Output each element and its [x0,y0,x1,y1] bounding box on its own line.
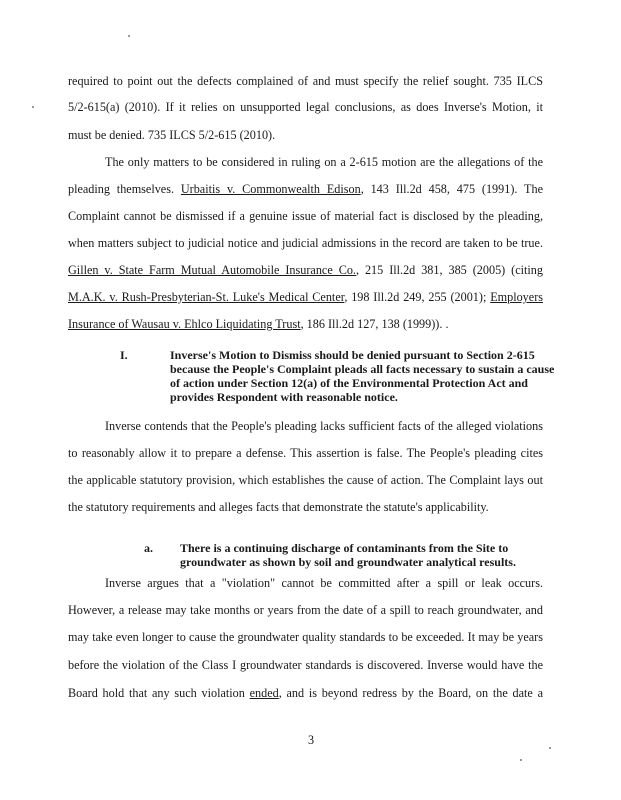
heading-2-letter: a. [144,541,153,555]
emphasis-underline: ended [249,686,279,700]
heading-2-line-2: groundwater as shown by soil and groundwater analytical results. [180,555,516,569]
text-span: pleading themselves. [68,182,181,196]
case-citation: M.A.K. v. Rush-Presbyterian-St. Luke's Medical Center [68,290,345,304]
heading-1-line-3: of action under Section 12(a) of the Environmental Protection Act and [170,376,528,390]
scan-speck [520,759,522,761]
text-span: , 186 Ill.2d 127, 138 (1999)). . [300,317,449,331]
paragraph-1-line-2: 5/2-615(a) (2010). If it relies on unsupported legal conclusions, as does Inverse's Motion, it [68,100,543,114]
heading-1-line-4: provides Respondent with reasonable notice. [170,390,398,404]
paragraph-2-line-5 [68,263,543,277]
paragraph-2-line-3: Complaint cannot be dismissed if a genuine issue of material fact is disclosed by the pleading, [68,209,543,223]
scan-speck [32,106,34,108]
text-span: Board hold that any such violation [68,686,250,700]
paragraph-2-line-4: when matters subject to judicial notice and judicial admissions in the record are taken to be true. [68,236,543,250]
heading-1-line-1: Inverse's Motion to Dismiss should be denied pursuant to Section 2-615 [170,348,535,362]
paragraph-4-line-2: However, a release may take months or years from the date of a spill to reach groundwater, and [68,603,543,617]
heading-1-line-2: because the People's Complaint pleads all facts necessary to sustain a cause [170,362,555,376]
text-span: , 143 Ill.2d 458, 475 (1991). The [360,182,543,196]
paragraph-1-line-1: required to point out the defects complained of and must specify the relief sought. 735 ILCS [68,74,543,88]
text-span: , 215 Ill.2d 381, 385 (2005) (citing [355,263,543,277]
case-citation: Employers [490,290,543,304]
scan-speck [128,35,130,37]
paragraph-3-line-3: the applicable statutory provision, which establishes the cause of action. The Complaint lays out [68,473,543,487]
paragraph-4-line-3: may take even longer to cause the groundwater quality standards to be exceeded. It may be years [68,630,543,644]
paragraph-4-line-4: before the violation of the Class I groundwater standards is discovered. Inverse would have the [68,658,543,672]
case-citation: Gillen v. State Farm Mutual Automobile Insurance Co. [68,263,356,277]
paragraph-1-line-3: must be denied. 735 ILCS 5/2-615 (2010). [68,128,276,142]
paragraph-2-line-2 [68,182,543,196]
text-span: , 198 Ill.2d 249, 255 (2001); [344,290,491,304]
paragraph-2-line-6 [68,290,543,304]
paragraph-2-line-1: The only matters to be considered in ruling on a 2-615 motion are the allegations of the [105,155,543,169]
page-number: 3 [307,733,315,747]
paragraph-4-line-1: Inverse argues that a "violation" cannot be committed after a spill or leak occurs. [105,576,543,590]
paragraph-3-line-1: Inverse contends that the People's pleading lacks sufficient facts of the alleged violations [105,419,543,433]
text-span: , and is beyond redress by the Board, on the date a [278,686,543,700]
case-citation: Urbaitis v. Commonwealth Edison [180,182,361,196]
paragraph-3-line-2: to reasonably allow it to prepare a defense. This assertion is false. The People's pleading cites [68,446,543,460]
scan-speck [549,747,551,749]
paragraph-3-line-4: the statutory requirements and alleges facts that demonstrate the statute's applicability. [68,500,489,514]
heading-2-line-1: There is a continuing discharge of contaminants from the Site to [180,541,509,555]
paragraph-4-line-5 [68,686,543,700]
heading-1-number: I. [120,348,128,362]
case-citation: Insurance of Wausau v. Ehlco Liquidating Trust [68,317,301,331]
paragraph-2-line-7 [68,317,449,331]
